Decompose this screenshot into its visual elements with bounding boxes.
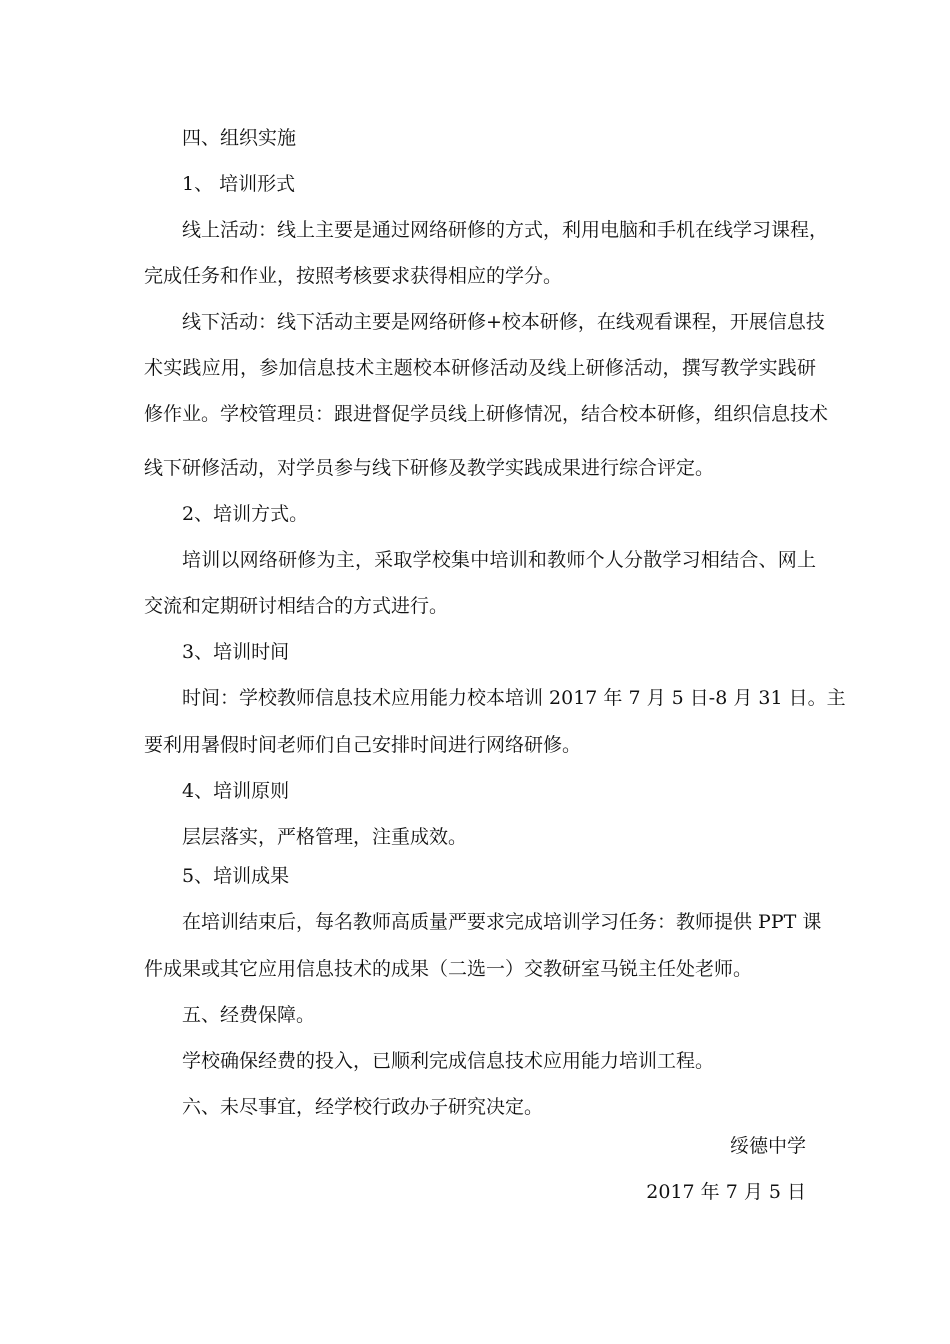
paragraph-offline-1: 线下活动：线下活动主要是网络研修+校本研修，在线观看课程，开展信息技 — [182, 311, 825, 333]
section-heading-4: 四、组织实施 — [182, 127, 297, 149]
section-heading-5: 五、经费保障。 — [182, 1004, 316, 1026]
paragraph-time-2: 要利用暑假时间老师们自己安排时间进行网络研修。 — [144, 734, 582, 756]
paragraph-funding: 学校确保经费的投入，已顺利完成信息技术应用能力培训工程。 — [182, 1050, 715, 1072]
paragraph-offline-4: 线下研修活动，对学员参与线下研修及教学实践成果进行综合评定。 — [144, 457, 715, 479]
paragraph-method-1: 培训以网络研修为主，采取学校集中培训和教师个人分散学习相结合、网上 — [182, 549, 816, 571]
paragraph-principle: 层层落实，严格管理，注重成效。 — [182, 826, 468, 848]
subheading-1: 1、 培训形式 — [182, 173, 296, 195]
paragraph-offline-3: 修作业。学校管理员：跟进督促学员线上研修情况，结合校本研修，组织信息技术 — [144, 403, 829, 425]
paragraph-offline-2: 术实践应用，参加信息技术主题校本研修活动及线上研修活动，撰写教学实践研 — [144, 357, 816, 379]
subheading-3: 3、培训时间 — [182, 641, 290, 663]
paragraph-results-2: 件成果或其它应用信息技术的成果（二选一）交教研室马锐主任处老师。 — [144, 958, 753, 980]
paragraph-online-1: 线上活动：线上主要是通过网络研修的方式，利用电脑和手机在线学习课程， — [182, 219, 829, 241]
section-heading-6: 六、未尽事宜，经学校行政办子研究决定。 — [182, 1096, 544, 1118]
subheading-2: 2、培训方式。 — [182, 503, 309, 525]
signature-date: 2017 年 7 月 5 日 — [646, 1181, 806, 1203]
signature-school: 绥德中学 — [729, 1135, 806, 1157]
paragraph-online-2: 完成任务和作业，按照考核要求获得相应的学分。 — [144, 265, 563, 287]
paragraph-results-1: 在培训结束后，每名教师高质量严要求完成培训学习任务：教师提供 PPT 课 — [182, 911, 822, 933]
paragraph-method-2: 交流和定期研讨相结合的方式进行。 — [144, 595, 449, 617]
paragraph-time-1: 时间：学校教师信息技术应用能力校本培训 2017 年 7 月 5 日-8 月 31 日。主 — [182, 687, 846, 709]
subheading-4: 4、培训原则 — [182, 780, 290, 802]
subheading-5: 5、培训成果 — [182, 865, 290, 887]
